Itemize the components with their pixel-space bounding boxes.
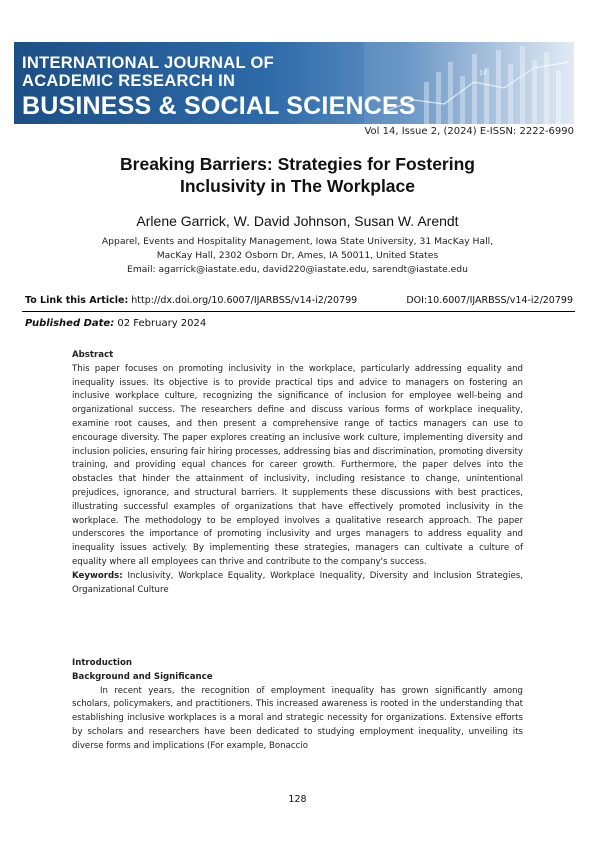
link-label: To Link this Article: [25,295,129,306]
email-line: Email: agarrick@iastate.edu, david220@iastate.edu, sarendt@iastate.edu [127,264,468,275]
keywords-line [72,570,523,598]
affiliation-block [50,235,545,277]
keywords-label: Keywords: [72,570,123,581]
affiliation-line-2: MacKay Hall, 2302 Osborn Dr, Ames, IA 50011, United States [156,250,439,261]
doi-text[interactable]: DOI:10.6007/IJARBSS/v14-i2/20799 [406,295,573,306]
link-url[interactable]: http://dx.doi.org/10.6007/IJARBSS/v14-i2/20799 [131,295,358,306]
article-link-row [25,295,573,306]
banner-line-2: ACADEMIC RESEARCH IN [22,72,236,90]
article-link[interactable] [25,295,357,306]
banner-line-1: INTERNATIONAL JOURNAL OF [22,54,274,72]
abstract-text: This paper focuses on promoting inclusivity in the workplace, particularly addressing equality and inequality issues. Its objective is to provide practical tips and advice to managers on fostering an inclusive workplace culture, recognizing the significance of inclusion for employee well-being and organizational success. The researchers define and discuss various forms of workplace inequality, examine root causes, and then present a comprehensive range of tactics managers can use to encourage diversity. The paper explores creating an inclusive work culture, implementing diversity and inclusion policies, ensuring fair hiring processes, addressing bias and discrimination, promoting diversity training, and providing equal chances for career growth. Furthermore, the paper delves into the obstacles that hinder the attainment of inclusivity, including resistance to change, unintentional prejudices, ignorance, and structural barriers. It supplements these discussions with best practices, illustrating successful examples of organizations that have effectively promoted inclusivity in the workplace. The methodology to be employed involves a qualitative research approach. The paper underscores the importance of promoting inclusivity and urges managers to address equality and inequality issues actively. By implementing these strategies, managers can cultivate a culture of equality where all employees can thrive and contribute to the company's success. [72,363,523,567]
introduction-heading: Introduction [72,658,133,668]
page-number: 128 [288,794,307,805]
introduction-section [72,657,523,754]
abstract-section [72,349,523,597]
header-divider [22,311,575,312]
published-date-line [25,318,206,329]
background-subheading: Background and Significance [72,671,213,682]
author-list: Arlene Garrick, W. David Johnson, Susan W. Arendt [136,213,459,229]
banner-line-3: BUSINESS & SOCIAL SCIENCES [22,92,416,120]
paper-title [60,153,535,197]
published-date: 02 February 2024 [117,318,207,329]
published-label: Published Date: [25,318,115,329]
title-line-1: Breaking Barriers: Strategies for Fostering [120,154,475,174]
abstract-heading: Abstract [72,350,114,360]
introduction-text: In recent years, the recognition of employment inequality has grown significantly among scholars, policymakers, and practitioners. This increased awareness is rooted in the understanding that establishing inclusive workplaces is a moral and strategic necessity for organizations. Extensive efforts by scholars and researchers have been dedicated to studying employment inequality, unveiling its diverse forms and implications (For example, Bonaccio [72,685,523,751]
banner-tag: 14 [479,70,487,77]
volume-issue-line: Vol 14, Issue 2, (2024) E-ISSN: 2222-6990 [364,126,574,137]
title-line-2: Inclusivity in The Workplace [179,176,416,196]
keywords-text: Inclusivity, Workplace Equality, Workplace Inequality, Diversity and Inclusion Strategies, Organizational Culture [72,570,524,595]
affiliation-line-1: Apparel, Events and Hospitality Management, Iowa State University, 31 MacKay Hall, [101,236,494,247]
journal-banner [14,42,574,124]
